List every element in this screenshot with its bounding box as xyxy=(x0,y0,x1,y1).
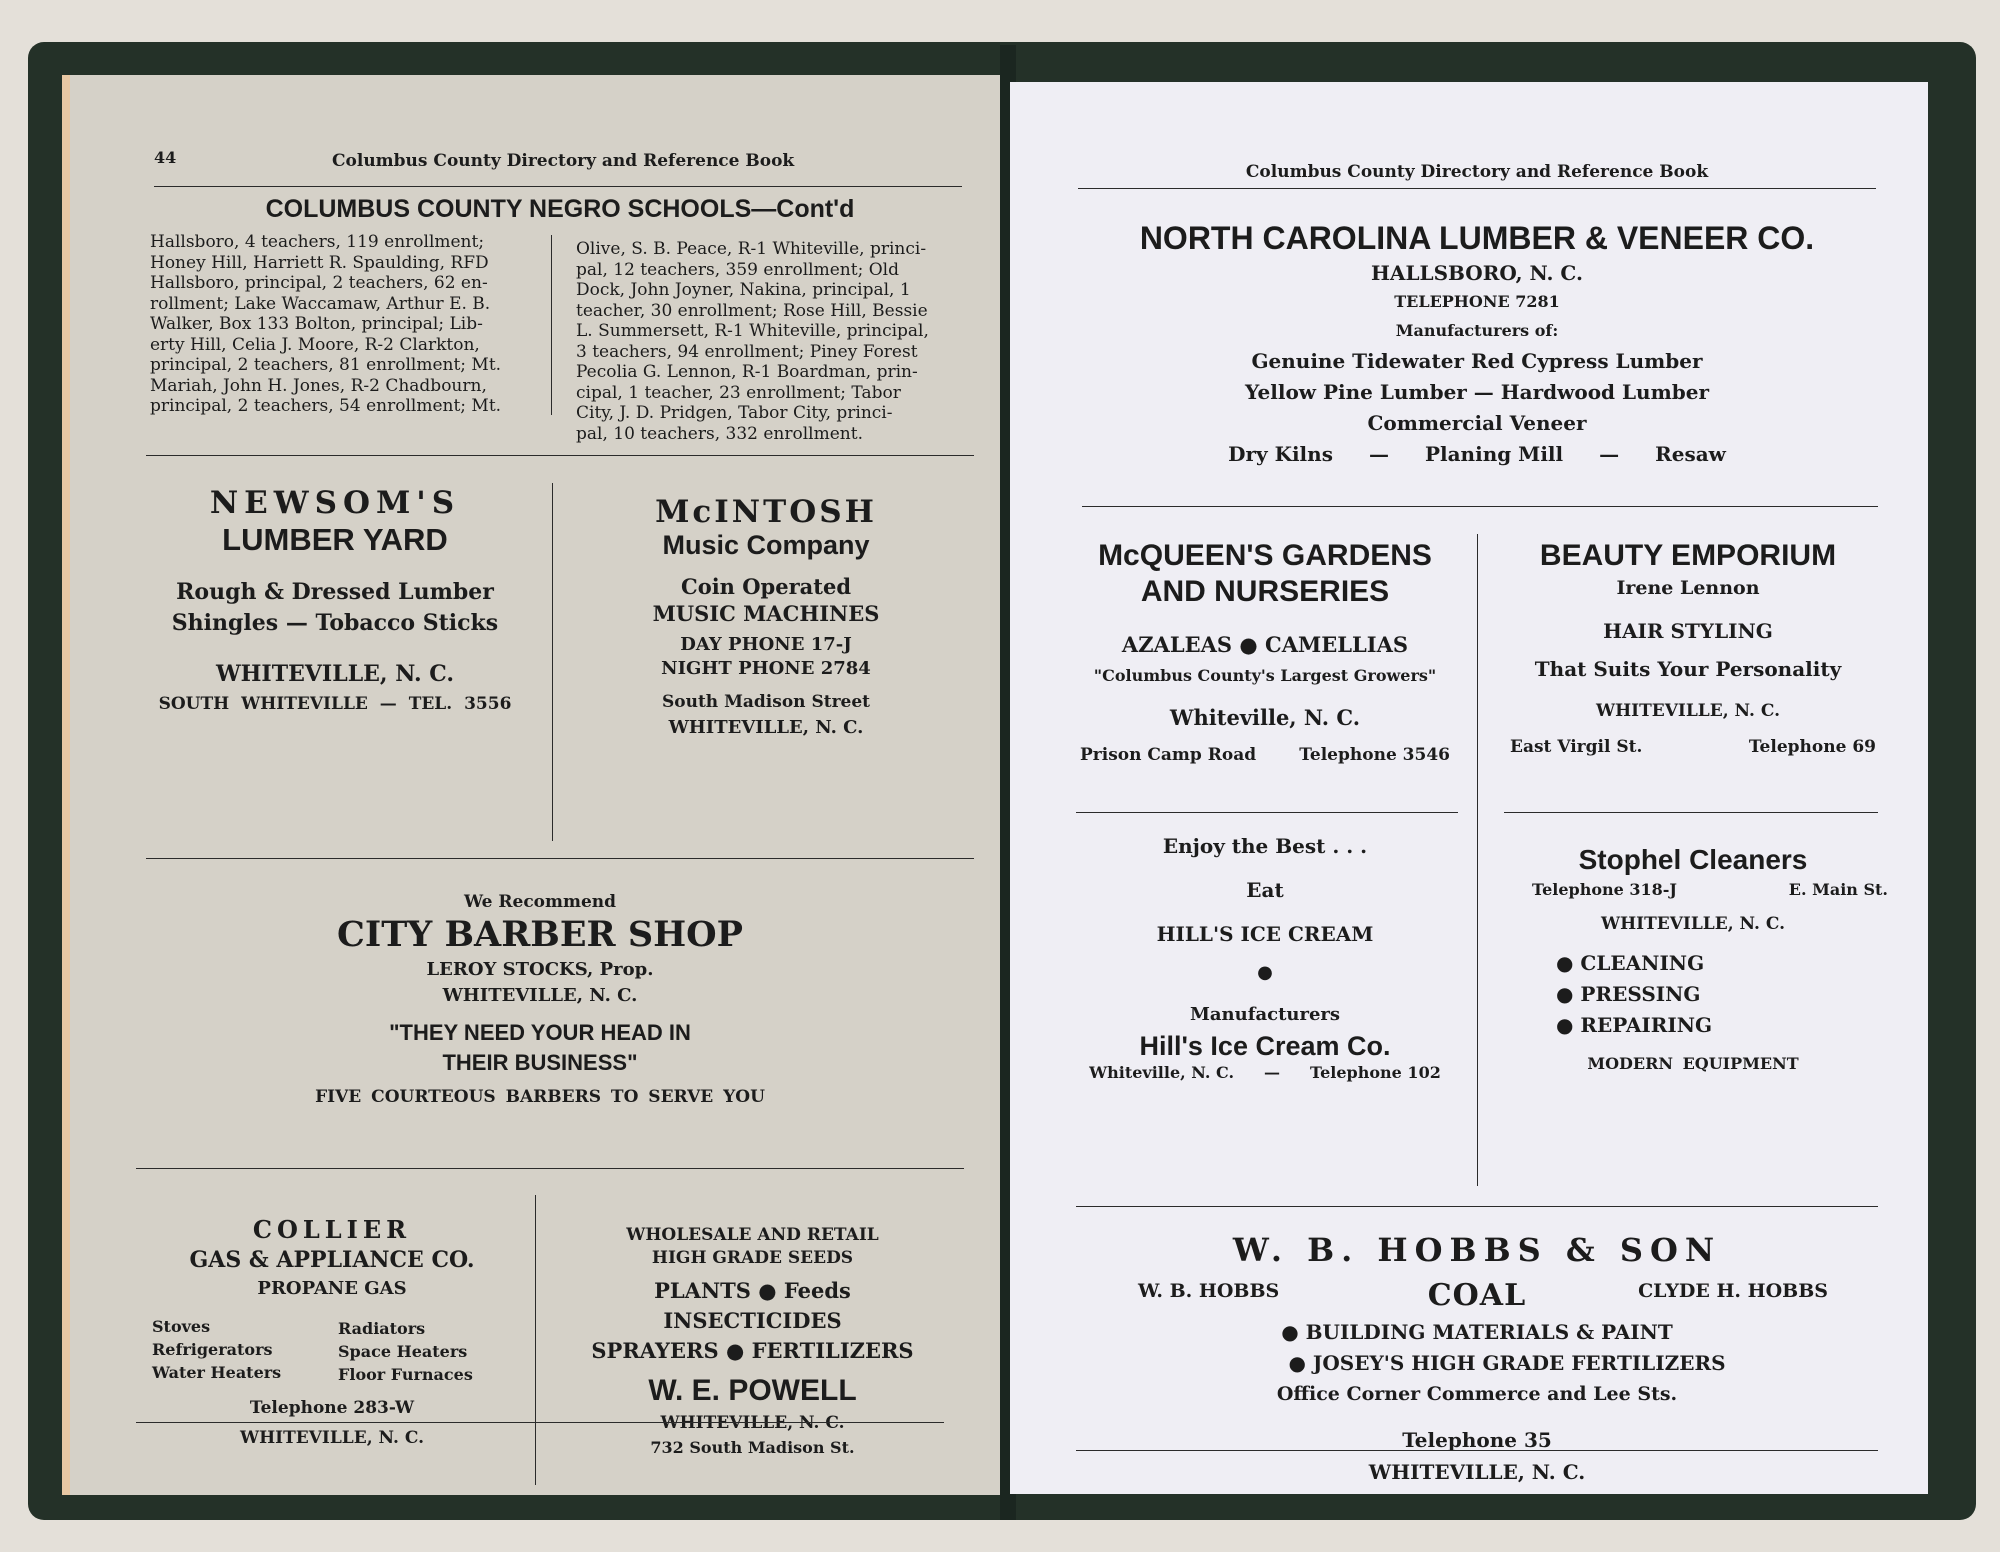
section-rule xyxy=(1076,1206,1878,1207)
mcintosh-subname: Music Company xyxy=(662,530,870,560)
nclv-ad: NORTH CAROLINA LUMBER & VENEER CO. HALLSBORO, N. C. TELEPHONE 7281 Manufacturers of: Genuine Tidewater Red Cypress Lumber Yellow Pine Lumber — Hardwood Lumber Commercial Veneer Dry Kilns — Planing Mill — Resaw xyxy=(1078,218,1876,470)
newsom-name: NEWSOM'S xyxy=(209,485,461,521)
bottom-rule xyxy=(136,1422,944,1423)
collier-items-left: Stoves Refrigerators Water Heaters xyxy=(152,1317,282,1382)
hobbs-ad: W. B. HOBBS & SON W. B. HOBBS COAL CLYDE H. HOBBS ● BUILDING MATERIALS & PAINT ● JOSEY'S HIGH GRADE FERTILIZERS Office Corner Commerce and Lee Sts. Telephone 35 WHITEVILLE, N. C. xyxy=(1076,1230,1878,1488)
hills-ad: Enjoy the Best . . . Eat HILL'S ICE CREAM ● Manufacturers Hill's Ice Cream Co. Whiteville, N. C. — Telephone 102 xyxy=(1070,830,1460,1084)
page-number: 44 xyxy=(154,148,177,167)
hills-name: Hill's Ice Cream Co. xyxy=(1139,1031,1391,1061)
mcqueen-name: McQUEEN'S GARDENS xyxy=(1098,539,1432,572)
collier-items-right: Radiators Space Heaters Floor Furnaces xyxy=(338,1319,473,1384)
bullet-icon: ● xyxy=(1556,951,1574,975)
beauty-name: BEAUTY EMPORIUM xyxy=(1539,539,1837,572)
bullet-icon: ● xyxy=(1239,632,1258,657)
powell-name: W. E. POWELL xyxy=(648,1374,857,1407)
newsom-ad: NEWSOM'S LUMBER YARD Rough & Dressed Lumber Shingles — Tobacco Sticks WHITEVILLE, N. C. SOUTH WHITEVILLE — TEL. 3556 xyxy=(130,485,540,719)
right-page xyxy=(1010,82,1928,1494)
mcintosh-name: McINTOSH xyxy=(655,494,877,530)
ad-divider xyxy=(1477,534,1478,1186)
header-rule xyxy=(1078,188,1876,189)
mcintosh-ad: McINTOSH Music Company Coin Operated MUSIC MACHINES DAY PHONE 17-J NIGHT PHONE 2784 South Madison Street WHITEVILLE, N. C. xyxy=(566,495,966,741)
schools-title: COLUMBUS COUNTY NEGRO SCHOOLS—Cont'd xyxy=(265,195,855,223)
beauty-ad: BEAUTY EMPORIUM Irene Lennon HAIR STYLING That Suits Your Personality WHITEVILLE, N. C. East Virgil St. Telephone 69 xyxy=(1488,538,1888,760)
mcqueen-ad: McQUEEN'S GARDENS AND NURSERIES AZALEAS ● CAMELLIAS "Columbus County's Largest Growers" Whiteville, N. C. Prison Camp Road Telephone 3546 xyxy=(1070,538,1460,768)
ad-divider xyxy=(552,483,553,841)
stophel-ad: Stophel Cleaners Telephone 318-J E. Main St. WHITEVILLE, N. C. ● CLEANING ● PRESSING ● REPAIRING MODERN EQUIPMENT xyxy=(1498,842,1888,1077)
collier-name: COLLIER xyxy=(252,1215,412,1244)
bullet-icon: ● xyxy=(1281,1320,1299,1344)
section-rule xyxy=(146,858,974,859)
barber-ad: We Recommend CITY BARBER SHOP LEROY STOCKS, Prop. WHITEVILLE, N. C. "THEY NEED YOUR HEAD IN THEIR BUSINESS" FIVE COURTEOUS BARBERS TO SERVE YOU xyxy=(220,891,860,1109)
powell-ad: WHOLESALE AND RETAIL HIGH GRADE SEEDS PLANTS ● Feeds INSECTICIDES SPRAYERS ● FERTILIZERS W. E. POWELL WHITEVILLE, N. C. 732 South Madison St. xyxy=(545,1224,960,1460)
bottom-rule xyxy=(1076,1450,1878,1451)
bullet-icon: ● xyxy=(1288,1351,1306,1375)
running-head: Columbus County Directory and Reference Book xyxy=(1245,162,1709,182)
nclv-name: NORTH CAROLINA LUMBER & VENEER CO. xyxy=(1139,220,1815,256)
schools-divider xyxy=(551,235,552,415)
barber-name: CITY BARBER SHOP xyxy=(337,914,743,955)
section-rule xyxy=(1082,506,1878,507)
section-rule xyxy=(136,1168,964,1169)
running-head: Columbus County Directory and Reference Book xyxy=(332,151,795,171)
stophel-services: ● CLEANING ● PRESSING ● REPAIRING xyxy=(1556,951,1713,1037)
hobbs-name: W. B. HOBBS & SON xyxy=(1232,1231,1722,1269)
bullet-icon: ● xyxy=(1257,962,1273,983)
newsom-subname: LUMBER YARD xyxy=(222,522,448,557)
collier-ad: COLLIER GAS & APPLIANCE CO. PROPANE GAS Stoves Refrigerators Water Heaters Radiators Space Heaters Floor Furnaces Telephone 283-W WHITEVILLE, N. C. xyxy=(132,1215,532,1453)
section-rule xyxy=(1504,812,1878,813)
schools-column-2: Olive, S. B. Peace, R-1 Whiteville, princi- pal, 12 teachers, 359 enrollment; Old Dock, John Joyner, Nakina, principal, 1 teacher, 30 enrollment; Rose Hill, Bessie L. Summersett, R-1 Whiteville, principal, 3 teachers, 94 enrollment; Piney Forest Pecolia G. Lennon, R-1 Boardman, prin- cipal, 1 teacher, 23 enrollment; Tabor City, J. D. Pridgen, Tabor City, princi- pal, 10 teachers, 332 enrollment. xyxy=(576,239,929,444)
left-page xyxy=(62,75,1004,1495)
section-rule xyxy=(1076,812,1458,813)
stophel-name: Stophel Cleaners xyxy=(1578,844,1808,875)
bullet-icon: ● xyxy=(1556,1013,1574,1037)
header-rule xyxy=(154,186,962,187)
bullet-icon: ● xyxy=(725,1338,745,1363)
section-rule xyxy=(146,455,974,456)
schools-column-1: Hallsboro, 4 teachers, 119 enrollment; Honey Hill, Harriett R. Spaulding, RFD Hallsboro, principal, 2 teachers, 62 en- rollment; Lake Waccamaw, Arthur E. B. Walker, Box 133 Bolton, principal; Lib- erty Hill, Celia J. Moore, R-2 Clarkton, principal, 2 teachers, 81 enrollment; Mt. Mariah, John H. Jones, R-2 Chadbourn, principal, 2 teachers, 54 enrollment; Mt. xyxy=(150,232,502,416)
bullet-icon: ● xyxy=(1556,982,1574,1006)
bullet-icon: ● xyxy=(758,1278,777,1303)
ad-divider xyxy=(535,1195,536,1485)
